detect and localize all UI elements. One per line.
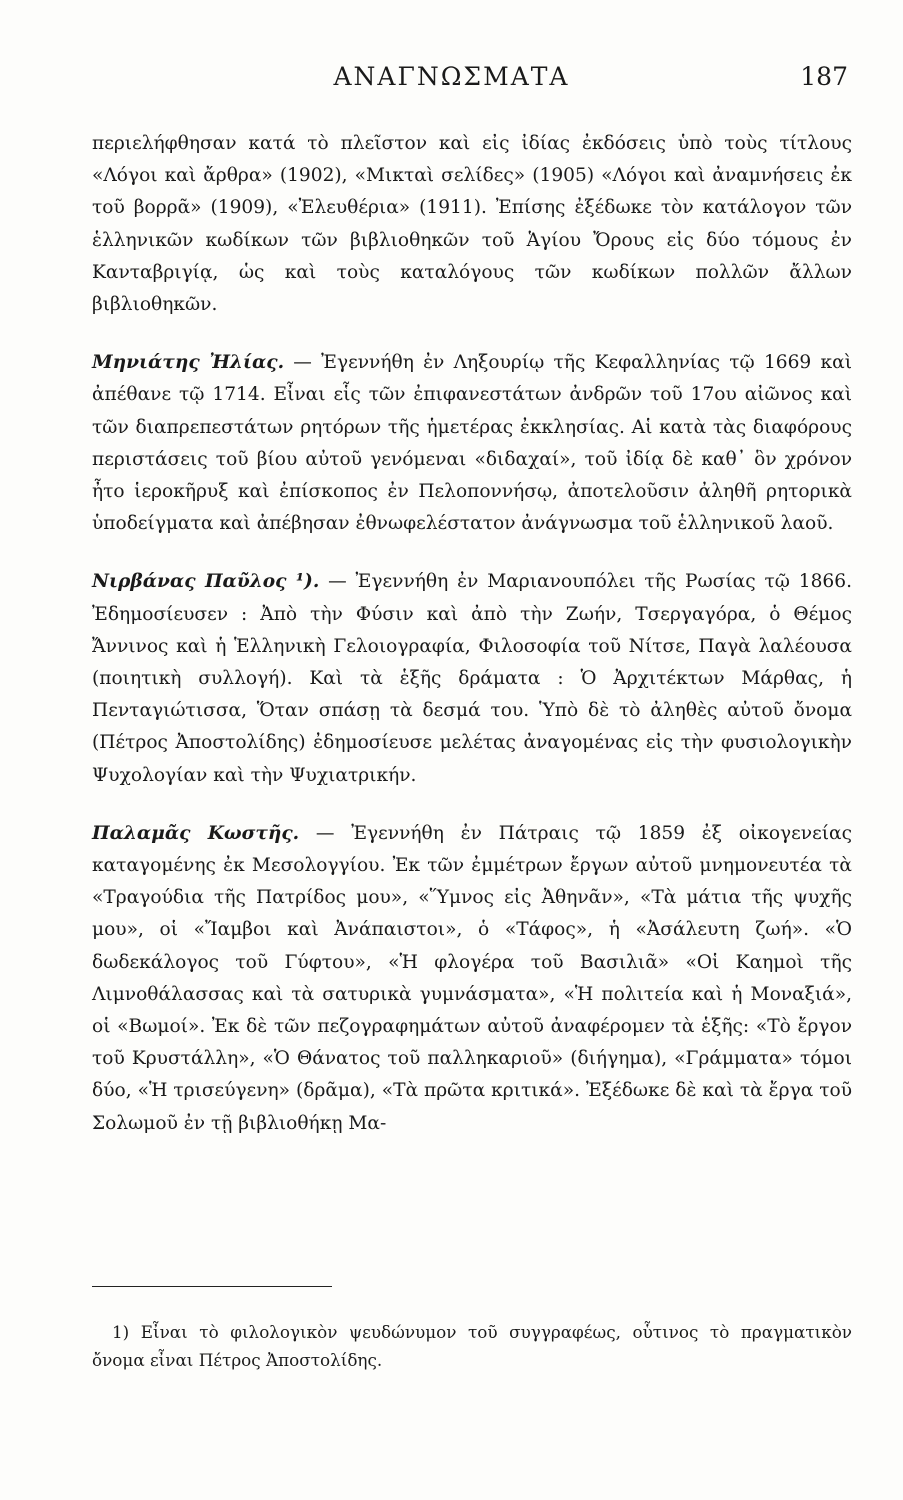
body-text [92,128,852,1140]
entry-miniatis [92,347,852,540]
entry-text: — Ἐγεννήθη ἐν Ληξουρίῳ τῆς Κεφαλληνίας τῷ 1669 καὶ ἀπέθανε τῷ 1714. Εἶναι εἷς τῶν ἐπιφανεστάτων ἀνδρῶν τοῦ 17ου αἰῶνος καὶ τῶν διαπρεπεστάτων ρητόρων τῆς ἡμετέρας ἐκκλησίας. Αἱ κατὰ τὰς διαφόρους περιστάσεις τοῦ βίου αὐτοῦ γενόμεναι «διδαχαί», τοῦ ἰδίᾳ δὲ καθ᾽ ὃν χρόνον ἦτο ἱεροκῆρυξ καὶ ἐπίσκοπος ἐν Πελοποννήσῳ, ἀποτελοῦσιν ἀληθῆ ρητορικὰ ὑποδείγματα καὶ ἀπέβησαν ἐθνωφελέστατον ἀνάγνωσμα τοῦ ἑλληνικοῦ λαοῦ. [92,352,852,535]
footnote-divider [92,1286,332,1287]
running-title: ΑΝΑΓΝΩΣΜΑΤΑ [333,62,570,91]
page-header [0,62,903,102]
entry-name: Νιρβάνας Παῦλος ¹). [92,571,320,593]
paragraph-text: περιελήφθησαν κατά τὸ πλεῖστον καὶ εἰς ἰδίας ἐκδόσεις ὑπὸ τοὺς τίτλους «Λόγοι καὶ ἄρθρα» (1902), «Μικταὶ σελίδες» (1905) «Λόγοι καὶ ἀναμνήσεις ἐκ τοῦ βορρᾶ» (1909), «Ἐλευθέρια» (1911). Ἐπίσης ἐξέδωκε τὸν κατάλογον τῶν ἑλληνικῶν κωδίκων τῶν βιβλιοθηκῶν τοῦ Ἁγίου Ὄρους εἰς δύο τόμους ἐν Κανταβριγίᾳ, ὡς καὶ τοὺς καταλόγους τῶν κωδίκων πολλῶν ἄλλων βιβλιοθηκῶν. [92,133,852,316]
entry-nirvanas [92,566,852,791]
footnote: 1) Εἶναι τὸ φιλολογικὸν ψευδώνυμον τοῦ συγγραφέως, οὗτινος τὸ πραγματικὸν ὄνομα εἶναι Πέτρος Ἀποστολίδης. [92,1322,852,1370]
paragraph-continuation [92,128,852,321]
entry-palamas [92,818,852,1140]
entry-text: — Ἐγεννήθη ἐν Μαριανουπόλει τῆς Ρωσίας τῷ 1866. Ἐδημοσίευσεν : Ἀπὸ τὴν Φύσιν καὶ ἀπὸ τὴν Ζωήν, Τσεργαγόρα, ὁ Θέμος Ἄννινος καὶ ἡ Ἑλληνικὴ Γελοιογραφία, Φιλοσοφία τοῦ Νίτσε, Παγὰ λαλέουσα (ποιητικὴ συλλογή). Καὶ τὰ ἑξῆς δράματα : Ὁ Ἀρχιτέκτων Μάρθας, ἡ Πενταγιώτισσα, Ὅταν σπάσῃ τὰ δεσμά του. Ὑπὸ δὲ τὸ ἀληθὲς αὐτοῦ ὄνομα (Πέτρος Ἀποστολίδης) ἐδημοσίευσε μελέτας ἀναγομένας εἰς τὴν φυσιολογικὴν Ψυχολογίαν καὶ τὴν Ψυχιατρικήν. [92,571,852,786]
entry-name: Παλαμᾶς Κωστῆς. [92,822,300,844]
entry-text: — Ἐγεννήθη ἐν Πάτραις τῷ 1859 ἐξ οἰκογενείας καταγομένης ἐκ Μεσολογγίου. Ἐκ τῶν ἐμμέτρων ἔργων αὐτοῦ μνημονευτέα τὰ «Τραγούδια τῆς Πατρίδος μου», «Ὕμνος εἰς Ἀθηνᾶν», «Τὰ μάτια τῆς ψυχῆς μου», οἱ «Ἴαμβοι καὶ Ἀνάπαιστοι», ὁ «Τάφος», ἡ «Ἀσάλευτη ζωή». «Ὁ δωδεκάλογος τοῦ Γύφτου», «Ἡ φλογέρα τοῦ Βασιλιᾶ» «Οἱ Καημοὶ τῆς Λιμνοθάλασσας καὶ τὰ σατυρικὰ γυμνάσματα», «Ἡ πολιτεία καὶ ἡ Μοναξιά», οἱ «Βωμοί». Ἐκ δὲ τῶν πεζογραφημάτων αὐτοῦ ἀναφέρομεν τὰ ἑξῆς: «Τὸ ἔργον τοῦ Κρυστάλλη», «Ὁ Θάνατος τοῦ παλληκαριοῦ» (διήγημα), «Γράμματα» τόμοι δύο, «Ἡ τρισεύγενη» (δρᾶμα), «Τὰ πρῶτα κριτικά». Ἐξέδωκε δὲ καὶ τὰ ἔργα τοῦ Σολωμοῦ ἐν τῇ βιβλιοθήκῃ Μα- [92,822,852,1134]
page-number: 187 [800,62,848,91]
entry-name: Μηνιάτης Ἠλίας. [92,352,285,374]
